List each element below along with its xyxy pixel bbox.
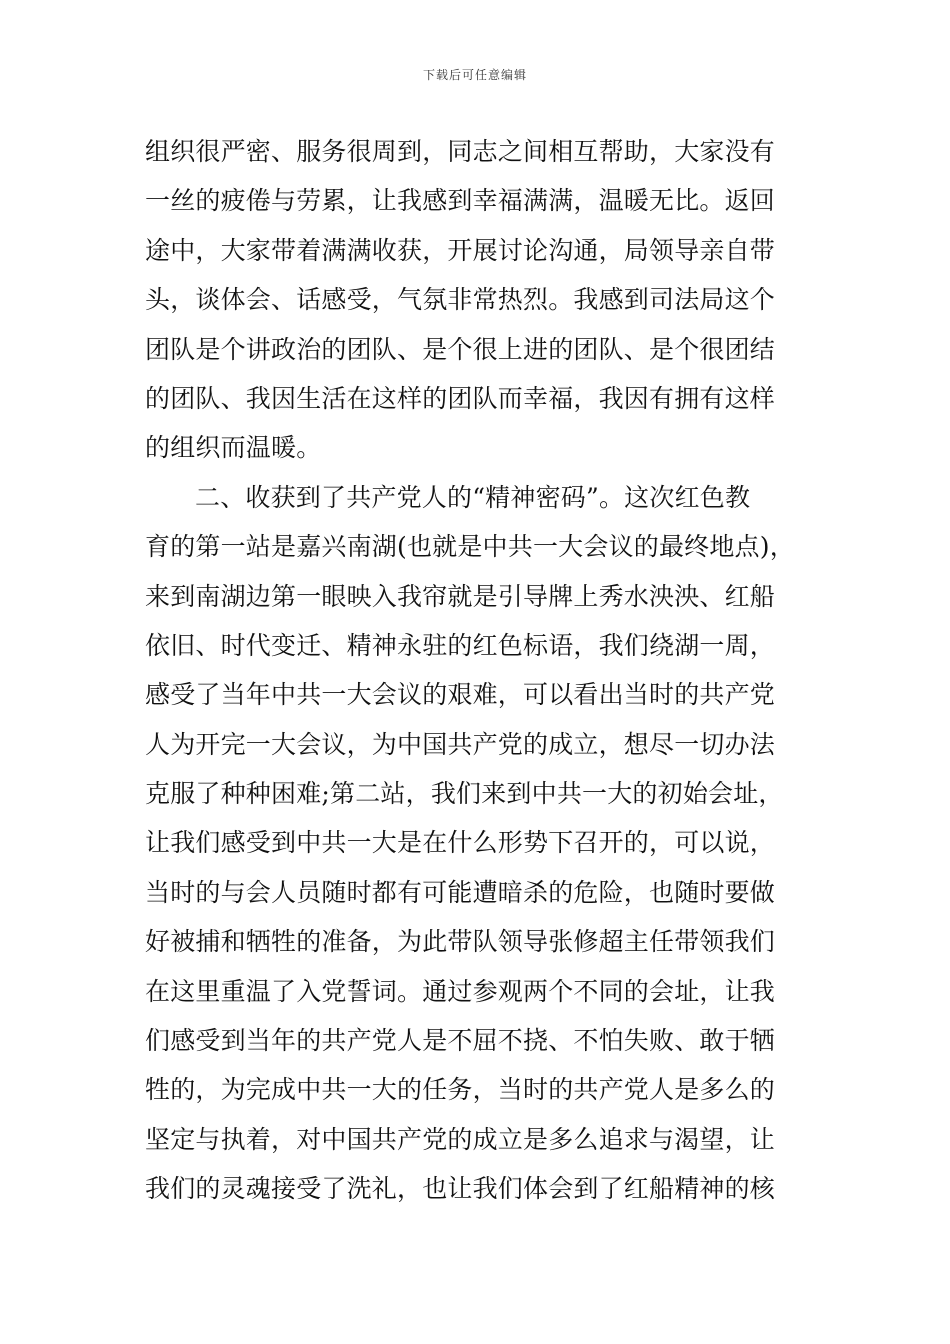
body-line: 育的第一站是嘉兴南湖(也就是中共一大会议的最终地点)，: [145, 532, 795, 562]
body-line: 组织很严密、服务很周到，同志之间相互帮助，大家没有: [145, 137, 776, 166]
body-line: 牲的，为完成中共一大的任务，当时的共产党人是多么的: [145, 1075, 776, 1105]
header-note: 下载后可任意编辑: [422, 68, 527, 82]
body-line: 当时的与会人员随时都有可能遭暗杀的危险，也随时要做: [145, 877, 776, 907]
body-line: 人为开完一大会议，为中国共产党的成立，想尽一切办法: [145, 729, 776, 759]
body-line: 的团队、我因生活在这样的团队而幸福，我因有拥有这样: [145, 383, 776, 413]
body-line: 头，谈体会、话感受，气氛非常热烈。我感到司法局这个: [145, 285, 776, 315]
body-line: 让我们感受到中共一大是在什么形势下召开的，可以说，: [145, 828, 776, 858]
body-line: 的组织而温暖。: [145, 433, 322, 463]
body-line: 好被捕和牺牲的准备，为此带队领导张修超主任带领我们: [145, 927, 776, 957]
body-line: 一丝的疲倦与劳累，让我感到幸福满满，温暖无比。返回: [145, 186, 776, 216]
body-line: 来到南湖边第一眼映入我帘就是引导牌上秀水泱泱、红船: [145, 581, 776, 611]
body-line: 感受了当年中共一大会议的艰难，可以看出当时的共产党: [145, 680, 776, 710]
body-line: 坚定与执着，对中国共产党的成立是多么追求与渴望，让: [145, 1124, 776, 1154]
body-line: 在这里重温了入党誓词。通过参观两个不同的会址，让我: [145, 976, 776, 1006]
body-line: 团队是个讲政治的团队、是个很上进的团队、是个很团结: [145, 334, 776, 364]
body-line: 克服了种种困难;第二站，我们来到中共一大的初始会址，: [145, 779, 784, 809]
body-line: 我们的灵魂接受了洗礼，也让我们体会到了红船精神的核: [145, 1174, 776, 1204]
document-body: [145, 127, 810, 1214]
paragraph-start-line: 二、收获到了共产党人的“精神密码”。这次红色教: [195, 482, 751, 512]
body-line: 依旧、时代变迁、精神永驻的红色标语，我们绕湖一周，: [145, 630, 776, 660]
body-line: 们感受到当年的共产党人是不屈不挠、不怕失败、敢于牺: [145, 1026, 776, 1056]
body-line: 途中，大家带着满满收获，开展讨论沟通，局领导亲自带: [145, 235, 776, 265]
